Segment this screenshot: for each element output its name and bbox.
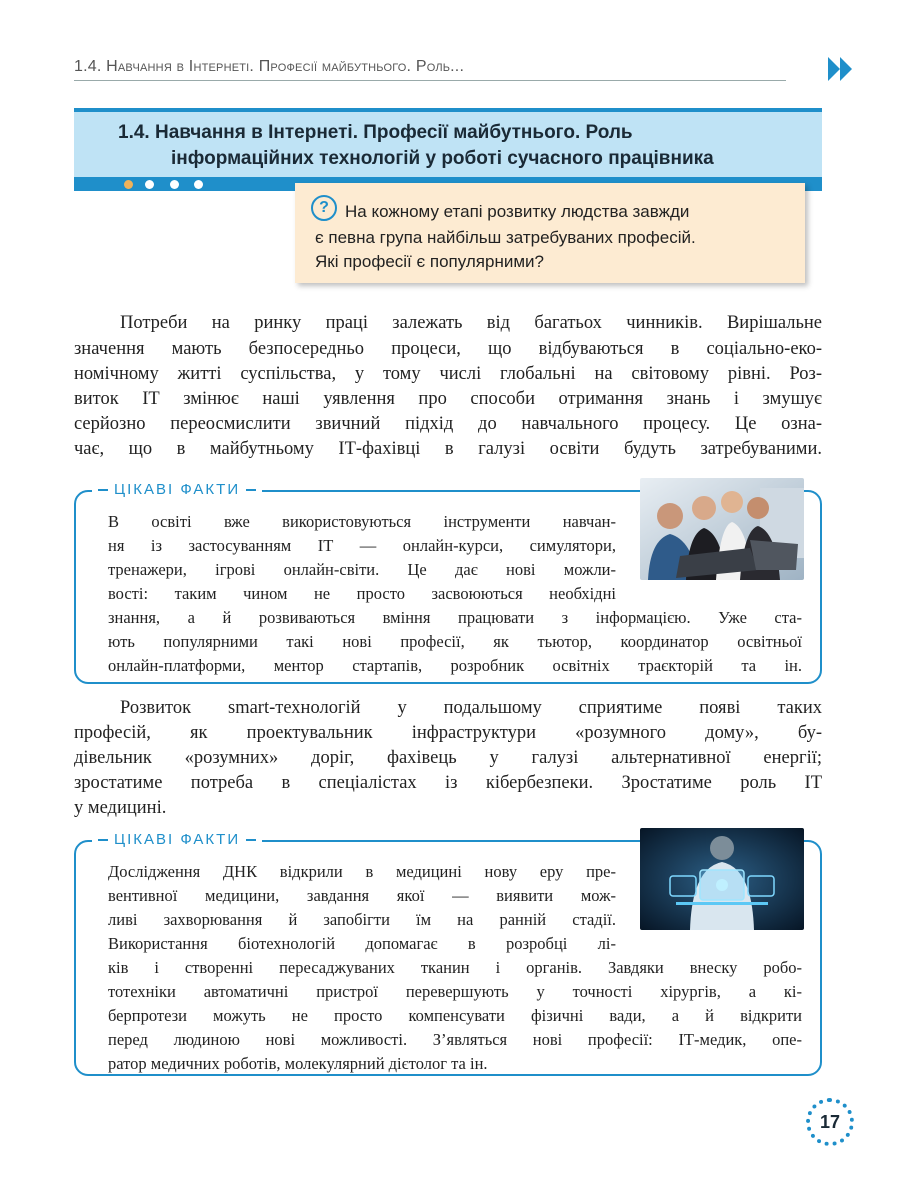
paragraph-line: значення мають безпосередньо процеси, що відбуваються в соціально-еко- <box>74 339 822 359</box>
fact-line: ня із застосуванням ІТ — онлайн-курси, симулятори, <box>108 536 616 555</box>
fact-line: В освіті вже використовуються інструменти навчан- <box>108 512 616 531</box>
question-line: На кожному етапі розвитку людства завжди <box>345 202 690 221</box>
fact-line: тренажери, ігрові онлайн-світи. Це дає нові можли- <box>108 560 616 579</box>
question-box <box>295 183 805 283</box>
section-title-line2: інформаційних технологій у роботі сучасного працівника <box>171 148 714 169</box>
paragraph-line: номічному житті суспільства, у тому числі глобальні на світовому рівні. Роз- <box>74 364 822 384</box>
section-title-line1: 1.4. Навчання в Інтернеті. Професії майбутнього. Роль <box>118 122 633 143</box>
paragraph-line: дівельник «розумних» доріг, фахівець у галузі альтернативної енергії; <box>74 748 822 768</box>
header-rule <box>74 80 786 81</box>
paragraph-line: Потреби на ринку праці залежать від багатьох чинників. Вирішальне <box>120 313 822 333</box>
paragraph-line: чає, що в майбутньому ІТ-фахівці в галузі освіти будуть затребуваними. <box>74 439 822 459</box>
fact-line: ків і створенні пересаджуваних тканин і органів. Завдяки внеску робо- <box>108 958 802 977</box>
page-number: 17 <box>806 1098 854 1146</box>
facts-label: ЦІКАВІ ФАКТИ <box>92 481 262 498</box>
dot <box>170 180 179 189</box>
section-title-band <box>74 108 822 179</box>
facts-label: ЦІКАВІ ФАКТИ <box>92 831 262 848</box>
running-header: 1.4. Навчання в Інтернеті. Професії майбутнього. Роль... <box>74 58 465 75</box>
fact-line: вості: таким чином не просто засвоюються необхідні <box>108 584 616 603</box>
paragraph-line: серйозно переосмислити звичний підхід до навчального процесу. Це озна- <box>74 414 822 434</box>
question-line: Які професії є популярними? <box>315 252 544 271</box>
fact-line: Дослідження ДНК відкрили в медицині нову еру пре- <box>108 862 616 881</box>
fact-line: ратор медичних роботів, молекулярний дієтолог та ін. <box>108 1054 488 1073</box>
fact-line: тотехніки автоматичні пристрої перевершують у точності хірургів, а кі- <box>108 982 802 1001</box>
fact-line: Використання біотехнологій допомагає в розробці лі- <box>108 934 616 953</box>
fact-line: знання, а й розвиваються вміння працювати з інформацією. Уже ста- <box>108 608 802 627</box>
medical-tech-photo <box>640 828 804 930</box>
fact-line: онлайн-платформи, ментор стартапів, розробник освітніх траєкторій та ін. <box>108 656 802 675</box>
fact-line: ють популярними такі нові професії, як тьютор, координатор освітньої <box>108 632 802 651</box>
fact-line: ливі захворювання й запобігти їм на ранній стадії. <box>108 910 616 929</box>
paragraph-line: зростатиме потреба в спеціалістах із кібербезпеки. Зростатиме роль ІТ <box>74 773 822 793</box>
dot <box>145 180 154 189</box>
question-icon: ? <box>311 195 337 221</box>
dot <box>194 180 203 189</box>
paragraph-line: професій, як проектувальник інфраструктури «розумного дому», бу- <box>74 723 822 743</box>
question-line: є певна група найбільш затребуваних професій. <box>315 228 696 247</box>
fact-line: берпротези можуть не просто компенсувати фізичні вади, а й відкрити <box>108 1006 802 1025</box>
students-laptops-photo <box>640 478 804 580</box>
next-page-icon[interactable] <box>826 54 856 84</box>
dot-active <box>124 180 133 189</box>
fact-line: вентивної медицини, завдання якої — виявити мож- <box>108 886 616 905</box>
fact-line: перед людиною нові можливості. З’являться нові професії: ІТ-медик, опе- <box>108 1030 802 1049</box>
paragraph-line: у медицині. <box>74 798 167 818</box>
paragraph-line: Розвиток smart-технологій у подальшому сприятиме появі таких <box>120 698 822 718</box>
paragraph-line: виток ІТ змінює наші уявлення про способи отримання знань і змушує <box>74 389 822 409</box>
